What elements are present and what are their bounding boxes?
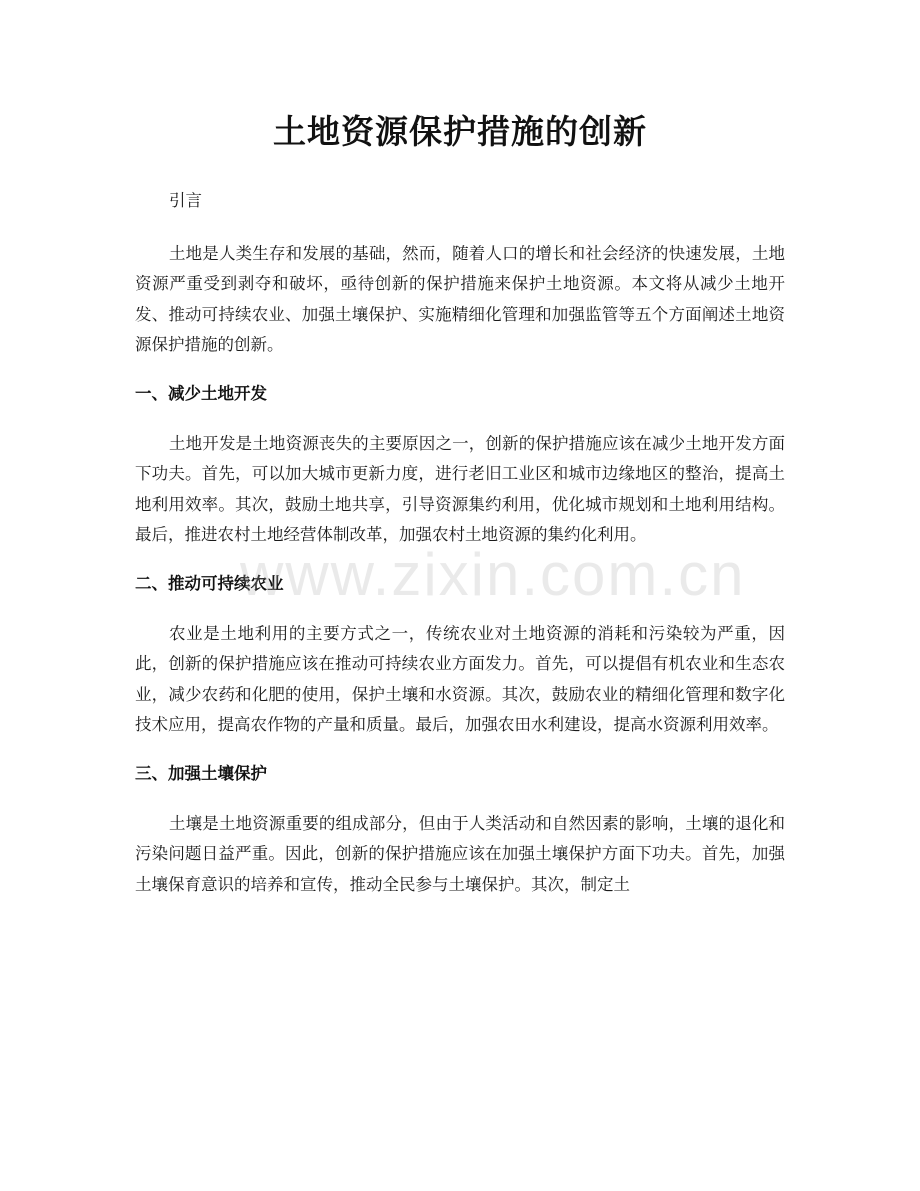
section-heading-1: 一、减少土地开发 <box>135 383 267 403</box>
section-heading-3: 三、加强土壤保护 <box>135 763 267 783</box>
watermark-text: www.zixin.com.cn <box>240 541 746 608</box>
intro-paragraph: 土地是人类生存和发展的基础，然而，随着人口的增长和社会经济的快速发展，土地资源严重受到剥夺和破坏，亟待创新的保护措施来保护土地资源。本文将从减少土地开发、推动可持续农业、加强土壤保护、实施精细化管理和加强监管等五个方面阐述土地资源保护措施的创新。 <box>135 243 785 354</box>
section-paragraph-3: 土壤是土地资源重要的组成部分，但由于人类活动和自然因素的影响，土壤的退化和污染问题日益严重。因此，创新的保护措施应该在加强土壤保护方面下功夫。首先，加强土壤保育意识的培养和宣传，推动全民参与土壤保护。其次，制定土 <box>135 813 785 894</box>
section-paragraph-1: 土地开发是土地资源丧失的主要原因之一，创新的保护措施应该在减少土地开发方面下功夫。首先，可以加大城市更新力度，进行老旧工业区和城市边缘地区的整治，提高土地利用效率。其次，鼓励土地共享，引导资源集约利用，优化城市规划和土地利用结构。最后，推进农村土地经营体制改革，加强农村土地资源的集约化利用。 <box>135 433 785 544</box>
section-paragraph-2: 农业是土地利用的主要方式之一，传统农业对土地资源的消耗和污染较为严重，因此，创新的保护措施应该在推动可持续农业方面发力。首先，可以提倡有机农业和生态农业，减少农药和化肥的使用，保护土壤和水资源。其次，鼓励农业的精细化管理和数字化技术应用，提高农作物的产量和质量。最后，加强农田水利建设，提高水资源利用效率。 <box>135 623 785 734</box>
section-heading-2: 二、推动可持续农业 <box>135 573 284 593</box>
intro-label: 引言 <box>169 191 202 210</box>
page-title: 土地资源保护措施的创新 <box>273 112 647 151</box>
document-body <box>135 186 785 918</box>
